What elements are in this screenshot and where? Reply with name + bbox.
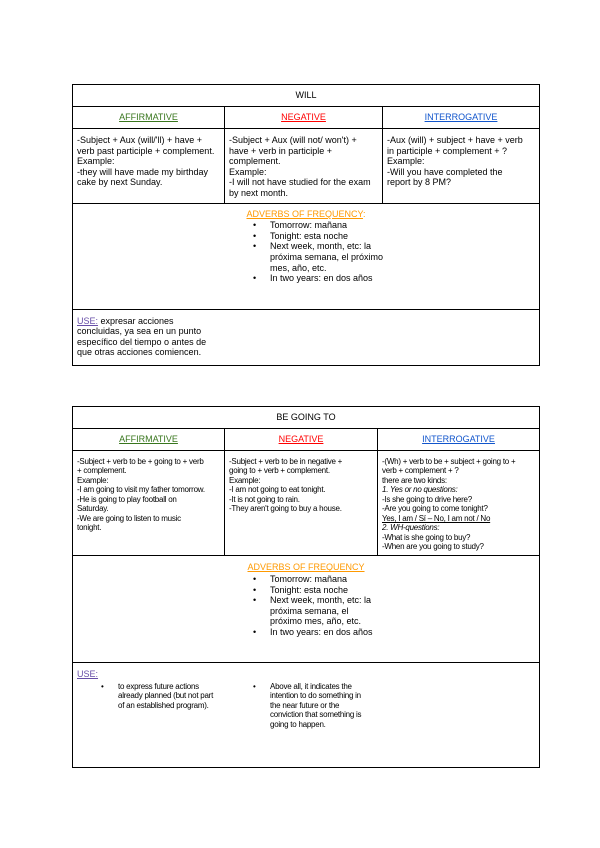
- adverb-item: • Tonight: esta noche: [77, 231, 535, 242]
- will-adverbs-list: [77, 220, 535, 284]
- will-negative-header: NEGATIVE: [225, 107, 383, 129]
- going-int-line: verb + complement + ?: [382, 466, 459, 476]
- going-int-line: -(Wh) + verb to be + subject + going to +: [382, 457, 516, 466]
- adverb-item: • Next week, month, etc: la próxima semana, el próximo mes, año, etc.: [77, 241, 535, 273]
- will-adverbs-cell: [73, 203, 540, 309]
- will-int-line: Example:: [387, 156, 425, 167]
- going-neg-line: -It is not going to rain.: [229, 494, 300, 504]
- going-int-line: -Is she going to drive here?: [382, 494, 472, 504]
- will-int-line: in participle + complement + ?: [387, 145, 508, 156]
- will-neg-line: complement.: [229, 156, 281, 167]
- will-aff-line: -Subject + Aux (will/'ll) + have +: [77, 135, 203, 145]
- will-neg-line: -I will not have studied for the exam: [229, 177, 371, 188]
- going-int-line: -Are you going to come tonight?: [382, 504, 488, 514]
- going-to-adverbs-list: [77, 574, 535, 638]
- will-neg-line: by next month.: [229, 188, 289, 199]
- going-to-interrogative-cell: [378, 451, 540, 556]
- going-int-line: -When are you going to study?: [382, 541, 484, 551]
- adverb-item: • Tonight: esta noche: [77, 585, 535, 596]
- going-aff-line: tonight.: [77, 523, 102, 533]
- yes-no-answer: Yes, I am / Sí – No, I am not / No: [382, 513, 491, 523]
- going-aff-line: -Subject + verb to be + going to + verb: [77, 457, 204, 466]
- going-neg-line: Example:: [229, 475, 261, 485]
- going-aff-line: -We are going to listen to music: [77, 513, 181, 523]
- will-int-line: -Will you have completed the: [387, 166, 503, 177]
- use-item: • Above all, it indicates the intention to do something in the near future or the conviction that something is going to happen.: [253, 681, 362, 729]
- use-item: • to express future actions already planned (but not part of an established program).: [101, 681, 214, 710]
- will-title: WILL: [73, 85, 540, 107]
- will-interrogative-cell: [383, 129, 540, 204]
- will-affirmative-header: AFFIRMATIVE: [73, 107, 225, 129]
- adverb-item: • In two years: en dos años: [77, 273, 535, 284]
- will-use-cell: [73, 309, 540, 365]
- will-affirmative-cell: [73, 129, 225, 204]
- going-to-table: [72, 406, 540, 768]
- will-use-line: concluidas, ya sea en un punto: [77, 326, 202, 337]
- going-to-use-label: USE:: [77, 669, 99, 680]
- going-aff-line: -I am going to visit my father tomorrow.: [77, 485, 205, 495]
- adverb-item: • Next week, month, etc: la próxima semana, el próximo mes, año, etc.: [77, 595, 535, 627]
- going-aff-line: Example:: [77, 475, 109, 485]
- adverb-item: • In two years: en dos años: [77, 627, 535, 638]
- going-to-adverbs-cell: [73, 556, 540, 663]
- going-to-affirmative-cell: [73, 451, 225, 556]
- will-negative-cell: [225, 129, 383, 204]
- will-use-line: que otras acciones comiencen.: [77, 347, 202, 358]
- adverb-item: • Tomorrow: mañana: [77, 220, 535, 231]
- will-int-line: -Aux (will) + subject + have + verb: [387, 135, 523, 145]
- going-to-negative-cell: [225, 451, 378, 556]
- going-to-affirmative-header: AFFIRMATIVE: [73, 429, 225, 451]
- going-int-line: -What is she going to buy?: [382, 532, 471, 542]
- will-use-line: expresar acciones: [98, 315, 174, 326]
- going-to-use-cell: [73, 663, 540, 768]
- will-neg-line: have + verb in participle +: [229, 145, 333, 156]
- will-neg-line: Example:: [229, 166, 267, 177]
- going-to-title: BE GOING TO: [73, 407, 540, 429]
- going-neg-line: -They aren't going to buy a house.: [229, 504, 342, 514]
- will-int-line: report by 8 PM?: [387, 177, 452, 188]
- will-use-line: específico del tiempo o antes de: [77, 336, 207, 347]
- going-to-interrogative-header: INTERROGATIVE: [378, 429, 540, 451]
- will-adverbs-title: ADVERBS OF FREQUENCY:: [246, 208, 366, 219]
- going-to-adverbs-title: ADVERBS OF FREQUENCY: [247, 562, 365, 573]
- going-int-line: there are two kinds:: [382, 475, 447, 485]
- will-aff-line: Example:: [77, 156, 115, 167]
- will-aff-line: -they will have made my birthday: [77, 166, 209, 177]
- wh-title: 2. WH-questions:: [382, 523, 440, 533]
- yes-no-title: 1. Yes or no questions:: [382, 485, 458, 495]
- going-to-negative-header: NEGATIVE: [225, 429, 378, 451]
- going-neg-line: -Subject + verb to be in negative +: [229, 457, 343, 466]
- will-aff-line: verb past participle + complement.: [77, 145, 215, 156]
- going-aff-line: + complement.: [77, 466, 127, 476]
- going-aff-line: -He is going to play football on: [77, 494, 177, 504]
- will-aff-line: cake by next Sunday.: [77, 177, 163, 188]
- will-table: [72, 84, 540, 366]
- going-neg-line: -I am not going to eat tonight.: [229, 485, 326, 495]
- will-use-label: USE:: [77, 315, 99, 326]
- adverb-item: • Tomorrow: mañana: [77, 574, 535, 585]
- will-interrogative-header: INTERROGATIVE: [383, 107, 540, 129]
- going-aff-line: Saturday.: [77, 504, 109, 514]
- going-neg-line: going to + verb + complement.: [229, 466, 330, 476]
- will-neg-line: -Subject + Aux (will not/ won't) +: [229, 135, 357, 145]
